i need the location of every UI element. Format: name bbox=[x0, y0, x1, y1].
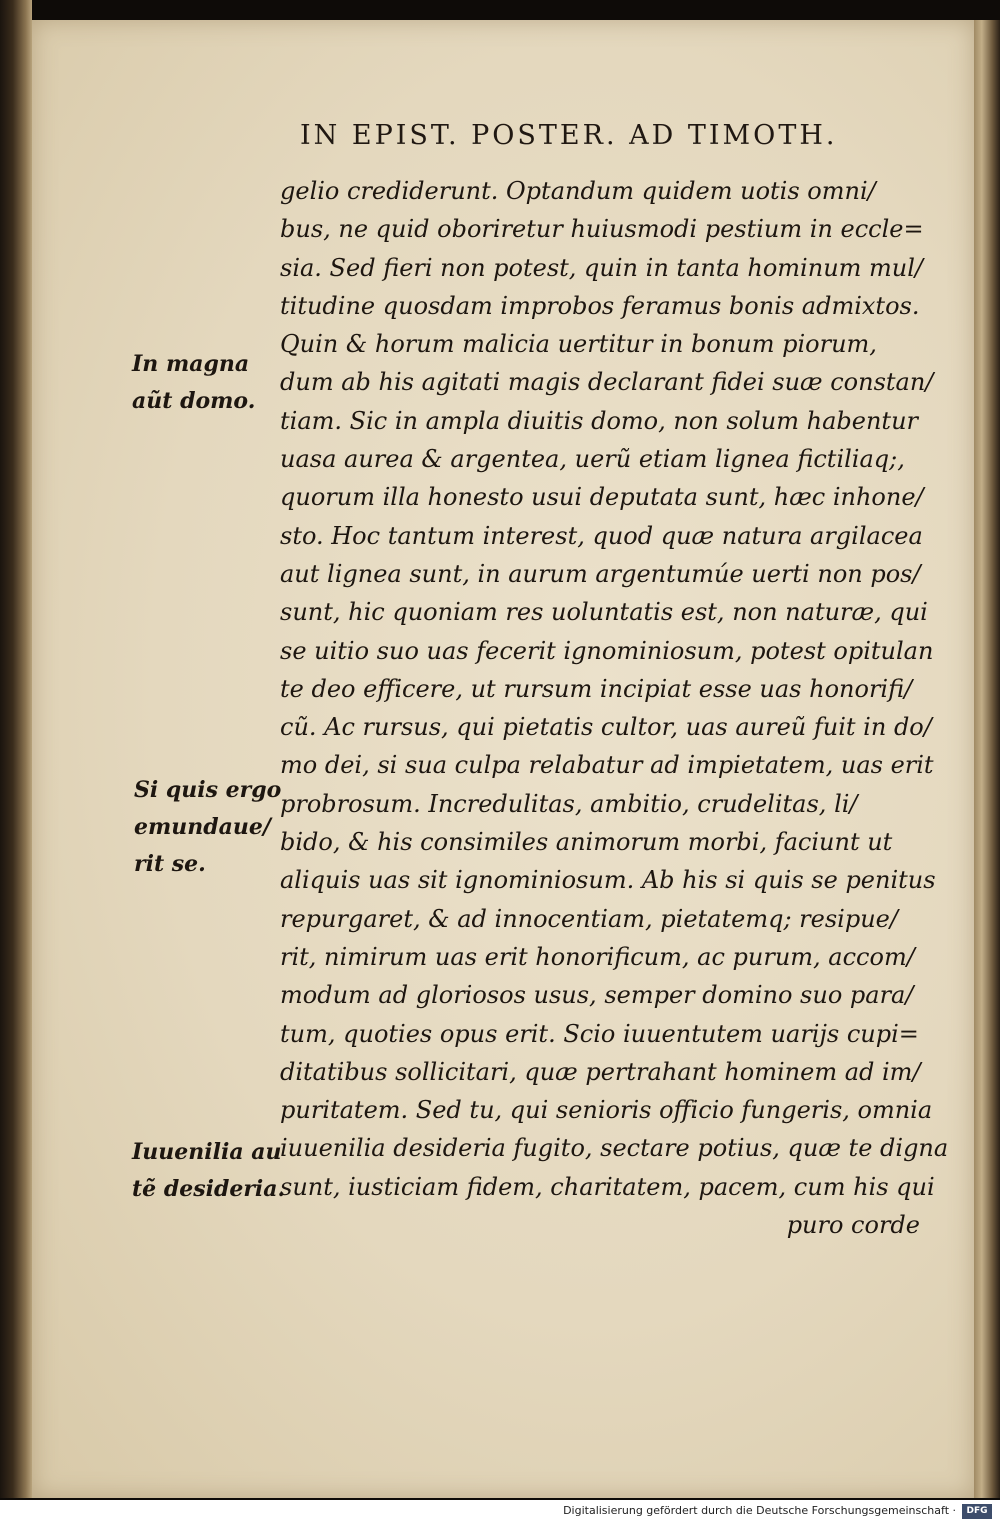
text-line: dum ab his agitati magis declarant fidei suæ constan/ bbox=[280, 368, 934, 397]
running-header: IN EPIST. POSTER. AD TIMOTH. bbox=[300, 120, 838, 151]
text-line: Quin & horum malicia uertitur in bonum piorum, bbox=[280, 330, 877, 359]
page-right-edge bbox=[974, 20, 1000, 1498]
text-line: sto. Hoc tantum interest, quod quæ natura argilacea bbox=[280, 521, 923, 550]
margin-note-iuuenilia bbox=[132, 1134, 285, 1208]
funding-credit: Digitalisierung gefördert durch die Deutsche Forschungsgemeinschaft · bbox=[563, 1504, 956, 1517]
margin-note-line: aũt domo. bbox=[132, 388, 256, 414]
text-line: titudine quosdam improbos feramus bonis admixtos. bbox=[280, 291, 920, 320]
text-line: quorum illa honesto usui deputata sunt, hæc inhone/ bbox=[280, 483, 924, 512]
book-spine-edge bbox=[0, 0, 32, 1498]
margin-note-line: In magna bbox=[132, 351, 250, 377]
margin-note-line: Si quis ergo bbox=[134, 777, 282, 803]
margin-note-line: tẽ desideria. bbox=[132, 1176, 286, 1202]
text-line: probrosum. Incredulitas, ambitio, crudelitas, li/ bbox=[280, 789, 858, 818]
margin-note-line: rit se. bbox=[134, 851, 206, 877]
text-line: sunt, hic quoniam res uoluntatis est, non naturæ, qui bbox=[280, 598, 928, 627]
text-line: se uitio suo uas fecerit ignominiosum, potest opitulan bbox=[280, 636, 934, 665]
text-line: mo dei, si sua culpa relabatur ad impietatem, uas erit bbox=[280, 751, 934, 780]
margin-note-si-quis bbox=[134, 772, 281, 883]
text-line: tiam. Sic in ampla diuitis domo, non solum habentur bbox=[280, 406, 918, 435]
text-line: cũ. Ac rursus, qui pietatis cultor, uas aureũ fuit in do/ bbox=[280, 713, 932, 742]
text-line: bus, ne quid oboriretur huiusmodi pestium in eccle= bbox=[280, 215, 924, 244]
text-line: tum, quoties opus erit. Scio iuuentutem uarijs cupi= bbox=[280, 1019, 919, 1048]
margin-note-line: Iuuenilia au bbox=[132, 1139, 282, 1165]
catchword: puro corde bbox=[786, 1211, 920, 1240]
text-line: uasa aurea & argentea, uerũ etiam lignea fictiliaq;, bbox=[280, 445, 905, 474]
text-line: gelio crediderunt. Optandum quidem uotis omni/ bbox=[280, 177, 876, 205]
main-text bbox=[280, 172, 949, 1244]
text-line: aut lignea sunt, in aurum argentumúe uerti non pos/ bbox=[280, 559, 921, 588]
text-line: repurgaret, & ad innocentiam, pietatemq; resipue/ bbox=[280, 904, 898, 933]
text-line: rit, nimirum uas erit honorificum, ac purum, accom/ bbox=[280, 942, 915, 971]
margin-note-in-magna bbox=[132, 346, 255, 420]
text-line: puritatem. Sed tu, qui senioris officio fungeris, omnia bbox=[280, 1096, 933, 1125]
text-line: ditatibus sollicitari, quæ pertrahant hominem ad im/ bbox=[280, 1057, 921, 1086]
dfg-logo-icon: DFG bbox=[962, 1504, 992, 1519]
text-line: bido, & his consimiles animorum morbi, faciunt ut bbox=[280, 828, 893, 857]
text-line: aliquis uas sit ignominiosum. Ab his si quis se penitus bbox=[280, 866, 936, 895]
text-line: te deo efficere, ut rursum incipiat esse uas honorifi/ bbox=[280, 674, 913, 703]
margin-note-line: emundaue/ bbox=[134, 814, 271, 840]
digitization-footer bbox=[0, 1500, 1000, 1524]
text-line: sia. Sed fieri non potest, quin in tanta hominum mul/ bbox=[280, 253, 924, 282]
text-line: sunt, iusticiam fidem, charitatem, pacem, cum his qui bbox=[280, 1172, 935, 1201]
text-line: iuuenilia desideria fugito, sectare potius, quæ te digna bbox=[280, 1134, 949, 1163]
text-line: modum ad gloriosos usus, semper domino suo para/ bbox=[280, 981, 914, 1010]
